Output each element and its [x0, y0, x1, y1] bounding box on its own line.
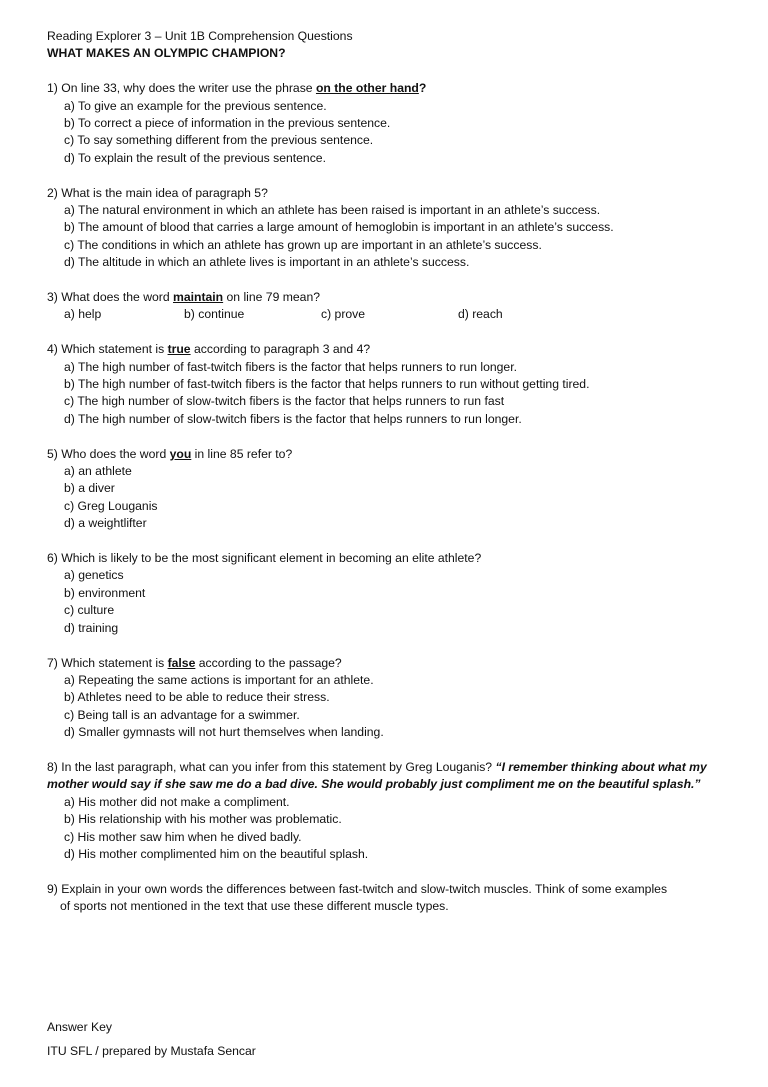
question-3-suffix: on line 79 mean? [223, 290, 321, 305]
option: d) a weightlifter [64, 516, 147, 531]
option: b) To correct a piece of information in the previous sentence. [64, 116, 391, 131]
option: c) His mother saw him when he dived badly. [64, 829, 302, 844]
question-7-prefix: 7) Which statement is [47, 655, 168, 670]
question-4-suffix: according to paragraph 3 and 4? [190, 342, 371, 357]
question-2-text: 2) What is the main idea of paragraph 5? [47, 185, 268, 200]
option: a) To give an example for the previous sentence. [64, 98, 327, 113]
option: c) The conditions in which an athlete has grown up are important in an athlete’s success. [64, 237, 542, 252]
option: b) a diver [64, 481, 115, 496]
option: d) The high number of slow-twitch fibers is the factor that helps runners to run longer. [64, 411, 522, 426]
question-4-keyword: true [167, 342, 191, 357]
option: b) continue [184, 307, 245, 322]
question-4 [47, 341, 727, 428]
option: a) His mother did not make a compliment. [64, 794, 290, 809]
option: d) To explain the result of the previous sentence. [64, 150, 326, 165]
option: c) Greg Louganis [64, 498, 158, 513]
worksheet-title: WHAT MAKES AN OLYMPIC CHAMPION? [47, 46, 286, 61]
question-5-keyword: you [169, 446, 192, 461]
option: c) Being tall is an advantage for a swimmer. [64, 707, 300, 722]
option: a) Repeating the same actions is important for an athlete. [64, 672, 374, 687]
question-9 [47, 881, 727, 916]
option: a) The high number of fast-twitch fibers is the factor that helps runners to run longer. [64, 359, 517, 374]
question-7 [47, 655, 727, 742]
question-3 [47, 289, 727, 324]
question-8-quote: “I remember thinking about what my mother would say if she saw me do a bad dive. She would probably just compliment me on the beautiful splash.” [47, 759, 707, 792]
worksheet-subtitle: Reading Explorer 3 – Unit 1B Comprehension Questions [47, 29, 353, 43]
question-5-prefix: 5) Who does the word [47, 446, 170, 461]
question-8 [47, 759, 727, 863]
question-8-prefix: 8) In the last paragraph, what can you infer from this statement by Greg Louganis? [47, 759, 496, 774]
option: d) His mother complimented him on the beautiful splash. [64, 846, 369, 861]
option: b) Athletes need to be able to reduce their stress. [64, 690, 330, 705]
question-5 [47, 446, 727, 533]
question-3-keyword: maintain [173, 290, 224, 305]
question-6 [47, 550, 727, 637]
option: d) training [64, 620, 119, 635]
option: a) genetics [64, 568, 124, 583]
question-6-text: 6) Which is likely to be the most significant element in becoming an elite athlete? [47, 551, 482, 566]
option: c) culture [64, 603, 115, 618]
option: d) Smaller gymnasts will not hurt themselves when landing. [64, 725, 384, 740]
option: c) To say something different from the previous sentence. [64, 133, 374, 148]
option: b) The high number of fast-twitch fibers is the factor that helps runners to run without getting tired. [64, 377, 590, 392]
question-1-prefix: 1) On line 33, why does the writer use the phrase [47, 81, 316, 96]
question-9-line-1: 9) Explain in your own words the differences between fast-twitch and slow-twitch muscles. Think of some examples [47, 881, 668, 896]
option: a) an athlete [64, 464, 132, 479]
option: d) The altitude in which an athlete lives is important in an athlete’s success. [64, 255, 470, 270]
worksheet [47, 28, 727, 916]
question-1 [47, 80, 727, 167]
answer-key-label: Answer Key [47, 1020, 113, 1034]
question-3-prefix: 3) What does the word [47, 290, 173, 305]
option: d) reach [458, 307, 503, 322]
footer [47, 1019, 256, 1061]
question-2 [47, 185, 727, 272]
question-5-suffix: in line 85 refer to? [191, 446, 293, 461]
question-1-keyword: on the other hand [315, 81, 419, 96]
question-7-keyword: false [167, 655, 196, 670]
option: b) environment [64, 585, 146, 600]
question-1-suffix: ? [418, 81, 427, 96]
option: a) The natural environment in which an athlete has been raised is important in an athlete’s success. [64, 203, 601, 218]
question-7-suffix: according to the passage? [195, 655, 342, 670]
option: c) prove [321, 307, 366, 322]
option: b) His relationship with his mother was problematic. [64, 812, 342, 827]
credit-line: ITU SFL / prepared by Mustafa Sencar [47, 1044, 256, 1059]
option: b) The amount of blood that carries a large amount of hemoglobin is important in an athlete’s success. [64, 220, 614, 235]
question-4-prefix: 4) Which statement is [47, 342, 168, 357]
option: c) The high number of slow-twitch fibers is the factor that helps runners to run fast [64, 394, 505, 409]
option: a) help [64, 307, 102, 322]
question-9-line-2: of sports not mentioned in the text that use these different muscle types. [60, 899, 449, 914]
inline-options [47, 306, 727, 323]
